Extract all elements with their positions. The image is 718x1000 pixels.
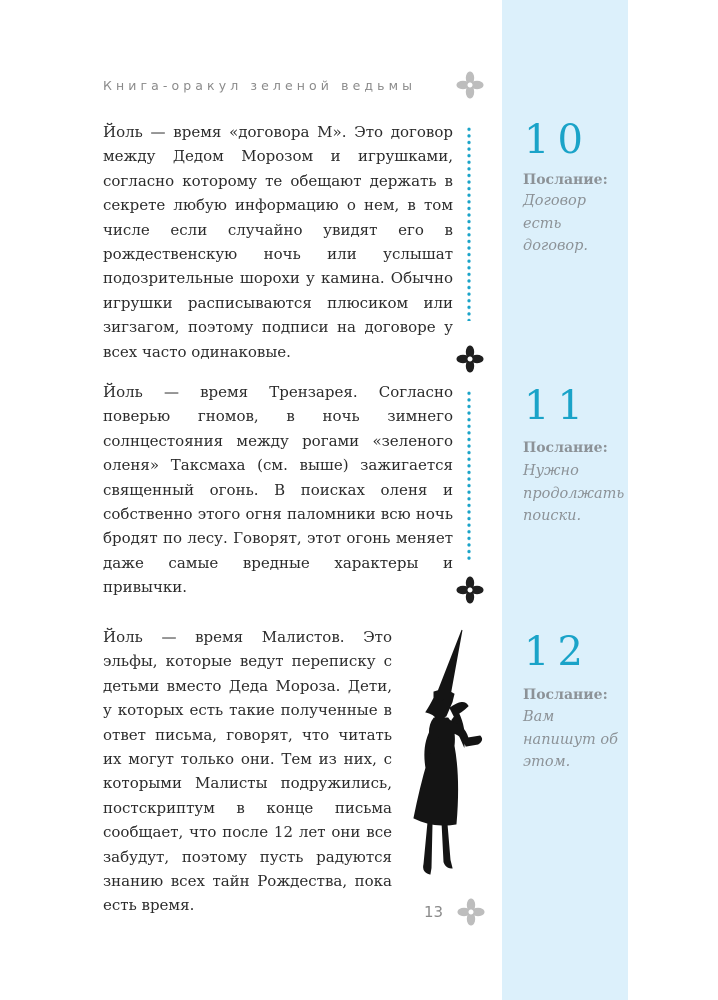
message-text-1: Договор есть договор. [523, 193, 589, 254]
message-text-3: Вам напишут об этом. [523, 709, 618, 770]
elf-silhouette [404, 628, 494, 882]
flower-ornament-icon [455, 344, 485, 374]
message-label-2: Послание: [523, 440, 608, 456]
running-header: Книга-оракул зеленой ведьмы [103, 78, 417, 93]
message-label-3: Послание: [523, 687, 608, 703]
message-label-1: Послание: [523, 172, 608, 188]
flower-ornament-icon [455, 70, 485, 100]
flower-ornament-icon [456, 897, 486, 927]
paragraph-1: Йоль — время «договора М». Это договор между Дедом Морозом и игрушками, согласно которому те обещают держать в секрете любую информацию о нем, в том числе если случайно увидят его в рождественскую ночь или услышат подозрительные шорохи у камина. Обычно игрушки расписываются плюсиком или зигзагом, поэтому подписи на договоре у всех часто одинаковые. [103, 123, 453, 361]
paragraph-2: Йоль — время Трензарея. Согласно поверью гномов, в ночь зимнего солнцестояния между рогами «зеленого оленя» Таксмаха (см. выше) зажигается священный огонь. В поисках оленя и собственно этого огня паломники всю ночь бродят по лесу. Говорят, этот огонь меняет даже самые вредные характеры и привычки. [103, 383, 453, 597]
page-number: 13 [424, 903, 444, 921]
message-text-2: Нужно продолжать поиски. [523, 463, 625, 524]
entry-number-2: 11 [524, 383, 591, 429]
dotted-divider-1 [467, 126, 471, 321]
dotted-divider-2 [467, 390, 471, 562]
entry-number-3: 12 [524, 629, 591, 675]
entry-number-1: 10 [524, 117, 591, 163]
flower-ornament-icon [455, 575, 485, 605]
paragraph-3: Йоль — время Малистов. Это эльфы, которые ведут переписку с детьми вместо Деда Мороза. Дети, у которых есть такие полученные в ответ письма, говорят, что читать их могут только они. Тем из них, с которыми Малисты подружились, постскриптум в конце письма сообщает, что после 12 лет они все забудут, поэтому пусть радуются знанию всех тайн Рождества, пока есть время. [103, 628, 392, 915]
